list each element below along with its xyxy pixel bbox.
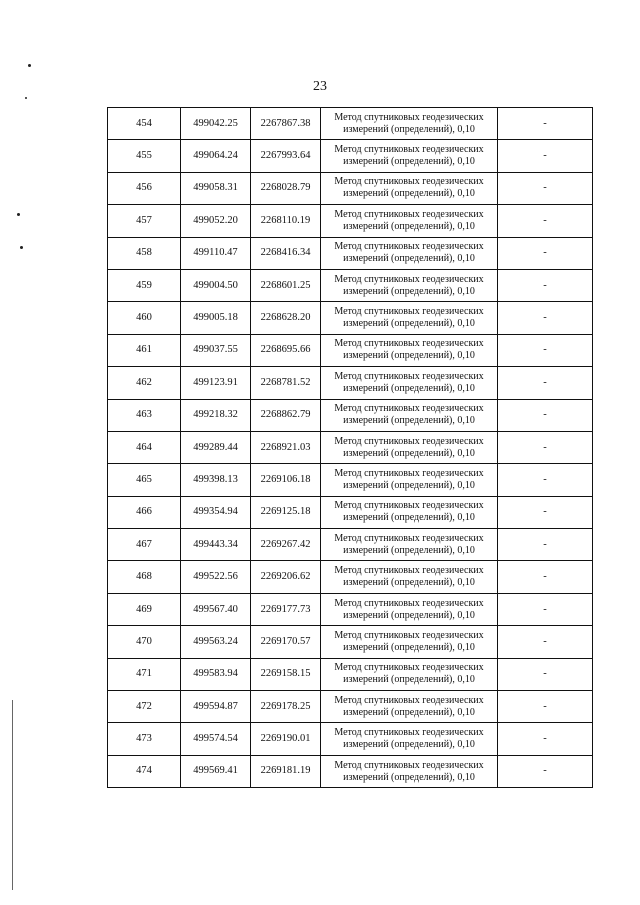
method-text-line: Метод спутниковых геодезических — [334, 467, 484, 479]
method-cell — [321, 593, 498, 625]
table-row — [108, 626, 593, 658]
point-number-cell: 464 — [108, 431, 181, 463]
method-text-line: Метод спутниковых геодезических — [334, 662, 484, 674]
method-text-line: измерений (определений), 0,10 — [343, 188, 475, 200]
method-text-line: Метод спутниковых геодезических — [334, 370, 484, 382]
note-cell: - — [498, 755, 593, 787]
y-coordinate-cell: 2268028.79 — [251, 172, 321, 204]
table-row — [108, 658, 593, 690]
note-cell: - — [498, 237, 593, 269]
point-number-cell: 460 — [108, 302, 181, 334]
y-coordinate-cell: 2269178.25 — [251, 691, 321, 723]
note-cell: - — [498, 269, 593, 301]
table-row — [108, 399, 593, 431]
point-number-cell: 463 — [108, 399, 181, 431]
table-row — [108, 529, 593, 561]
note-cell: - — [498, 367, 593, 399]
note-cell: - — [498, 496, 593, 528]
method-text-line: Метод спутниковых геодезических — [334, 176, 484, 188]
x-coordinate-cell: 499567.40 — [181, 593, 251, 625]
note-cell: - — [498, 464, 593, 496]
point-number-cell: 470 — [108, 626, 181, 658]
point-number-cell: 466 — [108, 496, 181, 528]
point-number-cell: 462 — [108, 367, 181, 399]
margin-dot-mark — [17, 213, 20, 216]
method-cell — [321, 723, 498, 755]
method-text-line: Метод спутниковых геодезических — [334, 532, 484, 544]
point-number-cell: 472 — [108, 691, 181, 723]
table-row — [108, 593, 593, 625]
method-cell — [321, 237, 498, 269]
method-text-line: Метод спутниковых геодезических — [334, 629, 484, 641]
method-cell — [321, 755, 498, 787]
y-coordinate-cell: 2269125.18 — [251, 496, 321, 528]
table-row — [108, 205, 593, 237]
method-text-line: измерений (определений), 0,10 — [343, 577, 475, 589]
method-cell — [321, 496, 498, 528]
x-coordinate-cell: 499058.31 — [181, 172, 251, 204]
method-cell — [321, 658, 498, 690]
method-text-line: Метод спутниковых геодезических — [334, 403, 484, 415]
y-coordinate-cell: 2269206.62 — [251, 561, 321, 593]
y-coordinate-cell: 2269267.42 — [251, 529, 321, 561]
table-body — [108, 108, 593, 788]
method-text-line: Метод спутниковых геодезических — [334, 727, 484, 739]
method-text-line: измерений (определений), 0,10 — [343, 739, 475, 751]
point-number-cell: 474 — [108, 755, 181, 787]
point-number-cell: 458 — [108, 237, 181, 269]
margin-dot-mark — [28, 64, 31, 67]
method-text-line: Метод спутниковых геодезических — [334, 111, 484, 123]
y-coordinate-cell: 2267867.38 — [251, 108, 321, 140]
y-coordinate-cell: 2268601.25 — [251, 269, 321, 301]
table-row — [108, 464, 593, 496]
table-row — [108, 172, 593, 204]
note-cell: - — [498, 626, 593, 658]
method-text-line: измерений (определений), 0,10 — [343, 447, 475, 459]
table-row — [108, 367, 593, 399]
x-coordinate-cell: 499042.25 — [181, 108, 251, 140]
table-row — [108, 108, 593, 140]
x-coordinate-cell: 499218.32 — [181, 399, 251, 431]
x-coordinate-cell: 499004.50 — [181, 269, 251, 301]
x-coordinate-cell: 499005.18 — [181, 302, 251, 334]
method-cell — [321, 431, 498, 463]
table-row — [108, 237, 593, 269]
table-row — [108, 302, 593, 334]
scan-edge-line — [12, 700, 13, 890]
point-number-cell: 454 — [108, 108, 181, 140]
table-row — [108, 431, 593, 463]
note-cell: - — [498, 691, 593, 723]
y-coordinate-cell: 2268628.20 — [251, 302, 321, 334]
method-text-line: Метод спутниковых геодезических — [334, 306, 484, 318]
point-number-cell: 465 — [108, 464, 181, 496]
method-cell — [321, 626, 498, 658]
table-row — [108, 334, 593, 366]
method-text-line: измерений (определений), 0,10 — [343, 415, 475, 427]
y-coordinate-cell: 2268695.66 — [251, 334, 321, 366]
note-cell: - — [498, 205, 593, 237]
method-text-line: измерений (определений), 0,10 — [343, 544, 475, 556]
method-text-line: Метод спутниковых геодезических — [334, 759, 484, 771]
x-coordinate-cell: 499563.24 — [181, 626, 251, 658]
point-number-cell: 469 — [108, 593, 181, 625]
point-number-cell: 459 — [108, 269, 181, 301]
y-coordinate-cell: 2268416.34 — [251, 237, 321, 269]
note-cell: - — [498, 108, 593, 140]
x-coordinate-cell: 499443.34 — [181, 529, 251, 561]
table-row — [108, 561, 593, 593]
method-cell — [321, 172, 498, 204]
method-text-line: Метод спутниковых геодезических — [334, 435, 484, 447]
method-cell — [321, 108, 498, 140]
note-cell: - — [498, 140, 593, 172]
table-row — [108, 691, 593, 723]
y-coordinate-cell: 2267993.64 — [251, 140, 321, 172]
coordinates-table — [107, 107, 593, 788]
margin-dot-mark — [20, 246, 23, 249]
point-number-cell: 456 — [108, 172, 181, 204]
x-coordinate-cell: 499522.56 — [181, 561, 251, 593]
method-cell — [321, 269, 498, 301]
method-text-line: измерений (определений), 0,10 — [343, 123, 475, 135]
method-text-line: Метод спутниковых геодезических — [334, 338, 484, 350]
note-cell: - — [498, 334, 593, 366]
y-coordinate-cell: 2269170.57 — [251, 626, 321, 658]
method-text-line: измерений (определений), 0,10 — [343, 706, 475, 718]
method-cell — [321, 205, 498, 237]
x-coordinate-cell: 499064.24 — [181, 140, 251, 172]
method-cell — [321, 334, 498, 366]
method-text-line: Метод спутниковых геодезических — [334, 273, 484, 285]
table-row — [108, 140, 593, 172]
y-coordinate-cell: 2268921.03 — [251, 431, 321, 463]
x-coordinate-cell: 499052.20 — [181, 205, 251, 237]
table-row — [108, 755, 593, 787]
y-coordinate-cell: 2269190.01 — [251, 723, 321, 755]
x-coordinate-cell: 499037.55 — [181, 334, 251, 366]
note-cell: - — [498, 399, 593, 431]
method-text-line: Метод спутниковых геодезических — [334, 597, 484, 609]
method-cell — [321, 399, 498, 431]
method-cell — [321, 691, 498, 723]
x-coordinate-cell: 499123.91 — [181, 367, 251, 399]
margin-dot-mark — [25, 97, 27, 99]
point-number-cell: 455 — [108, 140, 181, 172]
note-cell: - — [498, 302, 593, 334]
method-text-line: Метод спутниковых геодезических — [334, 241, 484, 253]
method-text-line: Метод спутниковых геодезических — [334, 500, 484, 512]
x-coordinate-cell: 499594.87 — [181, 691, 251, 723]
x-coordinate-cell: 499574.54 — [181, 723, 251, 755]
method-cell — [321, 367, 498, 399]
point-number-cell: 473 — [108, 723, 181, 755]
y-coordinate-cell: 2268781.52 — [251, 367, 321, 399]
note-cell: - — [498, 723, 593, 755]
method-cell — [321, 302, 498, 334]
point-number-cell: 461 — [108, 334, 181, 366]
y-coordinate-cell: 2269106.18 — [251, 464, 321, 496]
x-coordinate-cell: 499354.94 — [181, 496, 251, 528]
method-text-line: Метод спутниковых геодезических — [334, 208, 484, 220]
method-text-line: измерений (определений), 0,10 — [343, 674, 475, 686]
method-text-line: Метод спутниковых геодезических — [334, 144, 484, 156]
method-text-line: измерений (определений), 0,10 — [343, 641, 475, 653]
note-cell: - — [498, 561, 593, 593]
note-cell: - — [498, 172, 593, 204]
x-coordinate-cell: 499569.41 — [181, 755, 251, 787]
x-coordinate-cell: 499398.13 — [181, 464, 251, 496]
note-cell: - — [498, 593, 593, 625]
point-number-cell: 471 — [108, 658, 181, 690]
method-text-line: Метод спутниковых геодезических — [334, 565, 484, 577]
method-cell — [321, 561, 498, 593]
method-text-line: измерений (определений), 0,10 — [343, 253, 475, 265]
method-cell — [321, 140, 498, 172]
note-cell: - — [498, 529, 593, 561]
method-text-line: измерений (определений), 0,10 — [343, 220, 475, 232]
method-text-line: измерений (определений), 0,10 — [343, 318, 475, 330]
y-coordinate-cell: 2269177.73 — [251, 593, 321, 625]
point-number-cell: 457 — [108, 205, 181, 237]
y-coordinate-cell: 2268862.79 — [251, 399, 321, 431]
table-row — [108, 269, 593, 301]
table-row — [108, 496, 593, 528]
method-text-line: Метод спутниковых геодезических — [334, 694, 484, 706]
method-text-line: измерений (определений), 0,10 — [343, 350, 475, 362]
y-coordinate-cell: 2269181.19 — [251, 755, 321, 787]
x-coordinate-cell: 499583.94 — [181, 658, 251, 690]
method-text-line: измерений (определений), 0,10 — [343, 512, 475, 524]
method-text-line: измерений (определений), 0,10 — [343, 771, 475, 783]
x-coordinate-cell: 499110.47 — [181, 237, 251, 269]
table-row — [108, 723, 593, 755]
method-cell — [321, 464, 498, 496]
x-coordinate-cell: 499289.44 — [181, 431, 251, 463]
page-number: 23 — [313, 79, 327, 94]
method-text-line: измерений (определений), 0,10 — [343, 156, 475, 168]
method-text-line: измерений (определений), 0,10 — [343, 609, 475, 621]
note-cell: - — [498, 658, 593, 690]
method-text-line: измерений (определений), 0,10 — [343, 479, 475, 491]
method-cell — [321, 529, 498, 561]
y-coordinate-cell: 2268110.19 — [251, 205, 321, 237]
method-text-line: измерений (определений), 0,10 — [343, 382, 475, 394]
note-cell: - — [498, 431, 593, 463]
y-coordinate-cell: 2269158.15 — [251, 658, 321, 690]
method-text-line: измерений (определений), 0,10 — [343, 285, 475, 297]
point-number-cell: 468 — [108, 561, 181, 593]
point-number-cell: 467 — [108, 529, 181, 561]
